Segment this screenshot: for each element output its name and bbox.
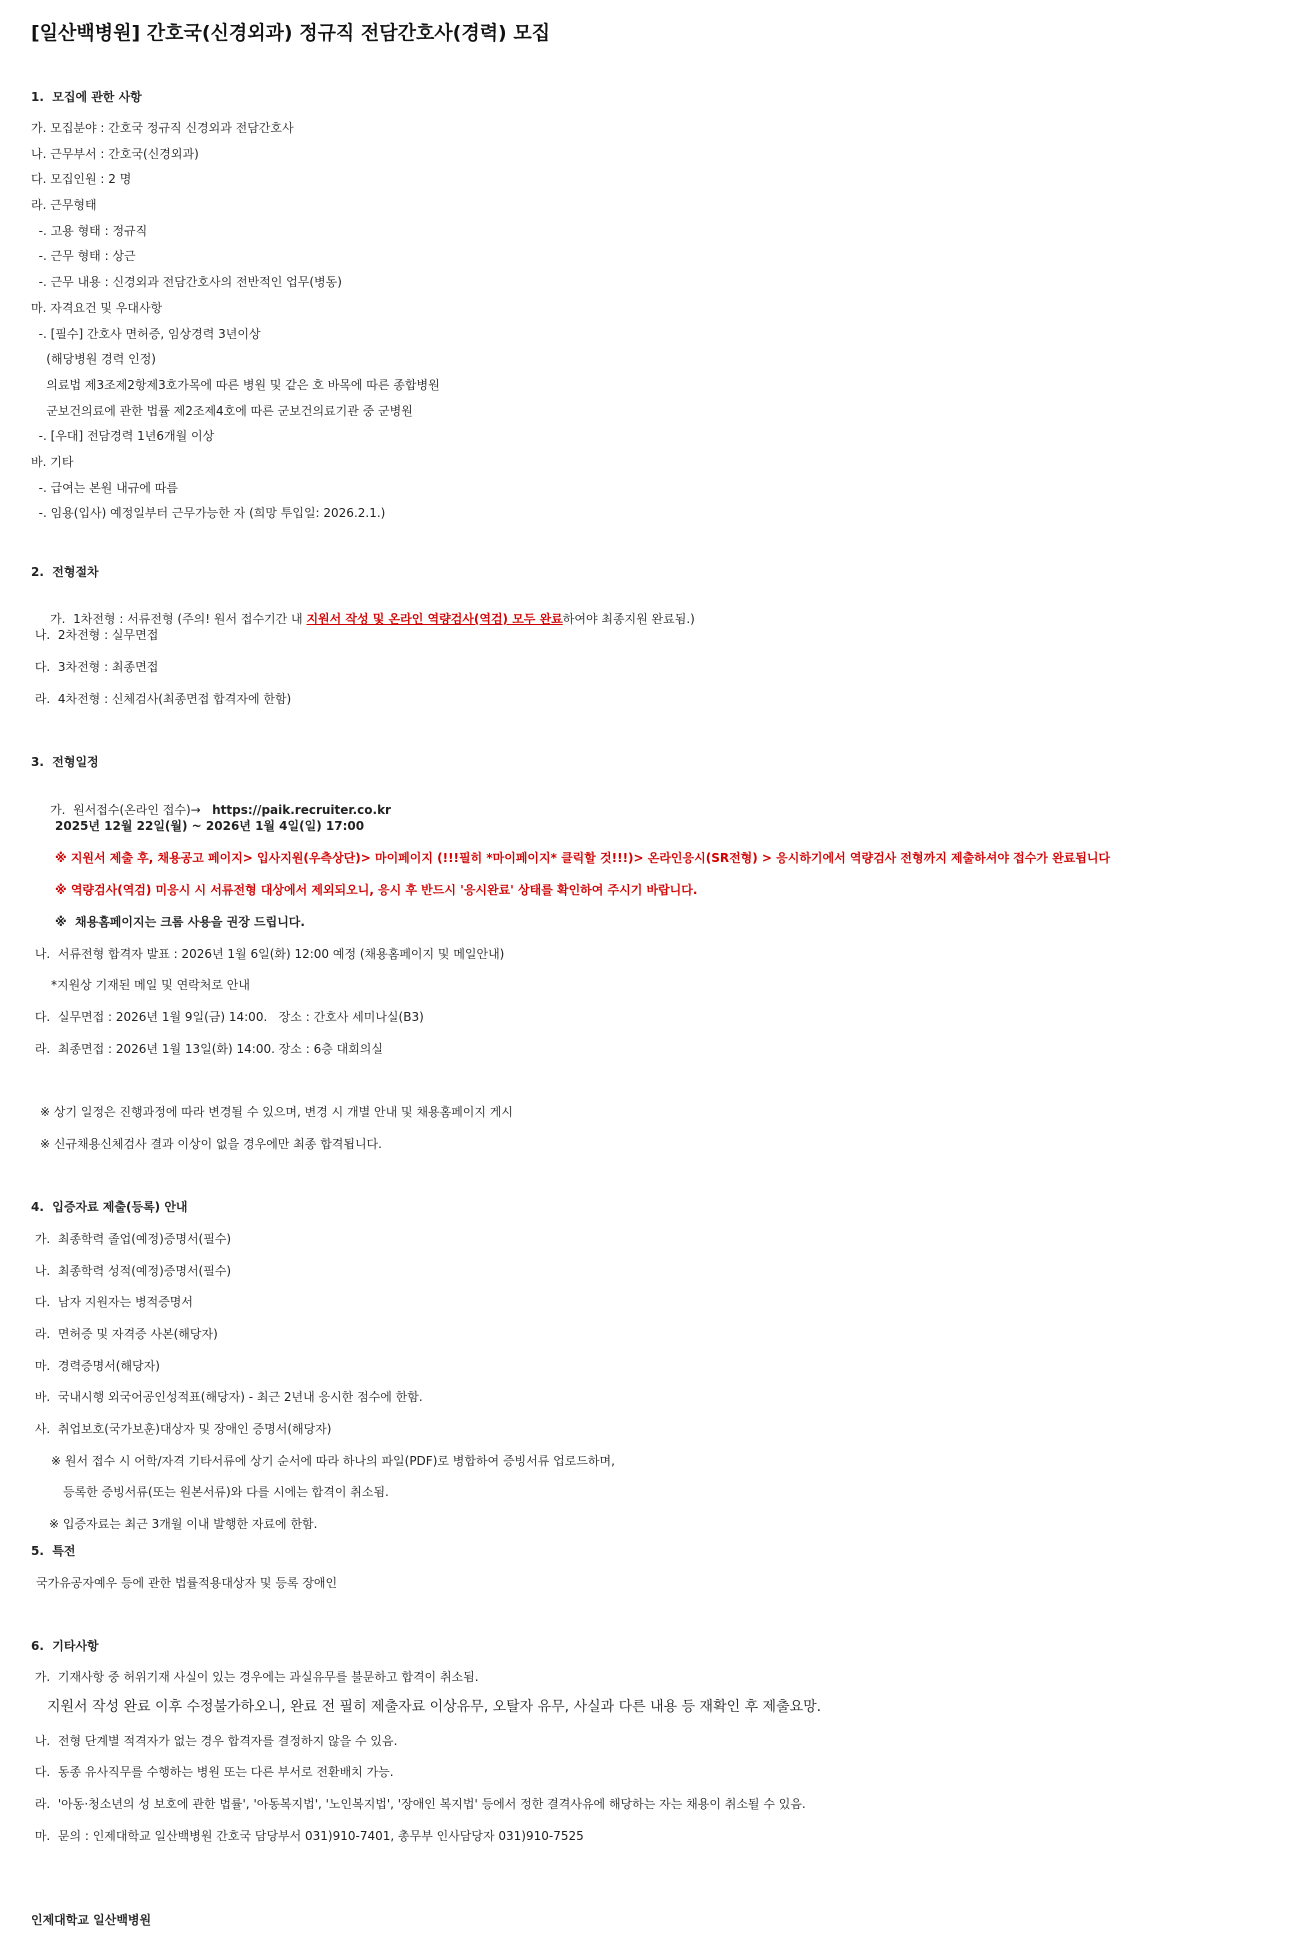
s1-item: 마. 자격요건 및 우대사항 — [31, 301, 163, 315]
s1-item: 군보건의료에 관한 법률 제2조제4호에 따른 군보건의료기관 중 군병원 — [31, 404, 413, 418]
application-period: 2025년 12월 22일(월) ~ 2026년 1월 4일(일) 17:00 — [55, 819, 365, 833]
s3-item-d: 라. 최종면접 : 2026년 1월 13일(화) 14:00. 장소 : 6층 대회의실 — [31, 1042, 383, 1056]
s3-item-c: 다. 실무면접 : 2026년 1월 9일(금) 14:00. 장소 : 간호사 세미나실(B3) — [31, 1010, 424, 1024]
s1-item: -. 임용(입사) 예정일부터 근무가능한 자 (희망 투입일: 2026.2.1.) — [31, 506, 386, 520]
s2-item-1-text-end: 하여야 최종지원 완료됨.) — [562, 612, 695, 626]
s4-item: 바. 국내시행 외국어공인성적표(해당자) - 최근 2년내 응시한 점수에 한함. — [31, 1390, 423, 1404]
s3-item-a-label: 가. 원서접수(온라인 접수)→ — [46, 803, 213, 817]
s1-item: -. [필수] 간호사 면허증, 임상경력 3년이상 — [31, 327, 261, 341]
s1-item: 라. 근무형태 — [31, 198, 97, 212]
s4-item: 나. 최종학력 성적(예정)증명서(필수) — [31, 1264, 232, 1278]
s4-note-1: ※ 원서 접수 시 어학/자격 기타서류에 상기 순서에 따라 하나의 파일(PDF)로 병합하여 증빙서류 업로드하며, — [51, 1454, 615, 1468]
s2-item-1-text: 가. 1차전형 : 서류전형 (주의! 원서 접수기간 내 — [46, 612, 307, 626]
s6-item-a: 가. 기재사항 중 허위기재 사실이 있는 경우에는 과실유무를 불문하고 합격이 취소됨. — [31, 1670, 479, 1684]
s1-item: 다. 모집인원 : 2 명 — [31, 172, 132, 186]
s3-item-b-note: *지원상 기재된 메일 및 연락처로 안내 — [51, 978, 250, 992]
s1-item: 나. 근무부서 : 간호국(신경외과) — [31, 147, 199, 161]
s4-item: 가. 최종학력 졸업(예정)증명서(필수) — [31, 1232, 232, 1246]
s4-note-2: ※ 입증자료는 최근 3개월 이내 발행한 자료에 한함. — [49, 1517, 318, 1531]
s1-item: -. [우대] 전담경력 1년6개월 이상 — [31, 429, 215, 443]
s3-note-2: ※ 신규채용신체검사 결과 이상이 없을 경우에만 최종 합격됩니다. — [40, 1137, 382, 1151]
s6-item-e: 마. 문의 : 인제대학교 일산백병원 간호국 담당부서 031)910-7401, 총무부 인사담당자 031)910-7525 — [31, 1829, 584, 1843]
s2-item-1-highlight: 지원서 작성 및 온라인 역량검사(역검) 모두 완료 — [306, 612, 563, 626]
s3-note-1: ※ 상기 일정은 진행과정에 따라 변경될 수 있으며, 변경 시 개별 안내 및 채용홈페이지 게시 — [40, 1105, 513, 1119]
s6-item-b: 나. 전형 단계별 적격자가 없는 경우 합격자를 결정하지 않을 수 있음. — [31, 1734, 398, 1748]
s1-item: 의료법 제3조제2항제3호가목에 따른 병원 및 같은 호 바목에 따른 종합병원 — [31, 378, 440, 392]
s1-item: -. 근무 내용 : 신경외과 전담간호사의 전반적인 업무(병동) — [31, 275, 342, 289]
s1-item: -. 근무 형태 : 상근 — [31, 249, 136, 263]
notice-chrome: ※ 채용홈페이지는 크롬 사용을 권장 드립니다. — [55, 915, 305, 929]
s1-item: -. 급여는 본원 내규에 따름 — [31, 481, 178, 495]
s1-item: 가. 모집분야 : 간호국 정규직 신경외과 전담간호사 — [31, 121, 294, 135]
s6-item-d: 라. '아동·청소년의 성 보호에 관한 법률', '아동복지법', '노인복지법', '장애인 복지법' 등에서 정한 결격사유에 해당하는 자는 채용이 취소될 수 있음. — [31, 1797, 806, 1811]
s1-item: -. 고용 형태 : 정규직 — [31, 224, 148, 238]
notice-mypage: ※ 지원서 제출 후, 채용공고 페이지> 입사지원(우측상단)> 마이페이지 (!!!필히 *마이페이지* 클릭할 것!!!)> 온라인응시(SR전형) > 응시하기에서 역량검사 전형까지 제출하셔야 접수가 완료됩니다 — [55, 851, 1111, 865]
section-6-heading: 6. 기타사항 — [31, 1639, 99, 1653]
s2-item-3: 다. 3차전형 : 최종면접 — [31, 660, 159, 674]
s3-item-b: 나. 서류전형 합격자 발표 : 2026년 1월 6일(화) 12:00 예정 (채용홈페이지 및 메일안내) — [31, 947, 505, 961]
footer-hospital-name: 인제대학교 일산백병원 — [31, 1913, 152, 1927]
s6-item-a-note: 지원서 작성 완료 이후 수정불가하오니, 완료 전 필히 제출자료 이상유무, 오탈자 유무, 사실과 다른 내용 등 재확인 후 제출요망. — [47, 1699, 822, 1715]
s2-item-2: 나. 2차전형 : 실무면접 — [31, 628, 159, 642]
recruit-site-link[interactable]: https://paik.recruiter.co.kr — [212, 803, 391, 817]
section-3-heading: 3. 전형일정 — [31, 755, 99, 769]
s4-item: 다. 남자 지원자는 병적증명서 — [31, 1295, 193, 1309]
notice-aptitude-test: ※ 역량검사(역검) 미응시 시 서류전형 대상에서 제외되오니, 응시 후 반드시 '응시완료' 상태를 확인하여 주시기 바랍니다. — [55, 883, 698, 897]
s6-item-c: 다. 동종 유사직무를 수행하는 병원 또는 다른 부서로 전환배치 가능. — [31, 1765, 394, 1779]
s1-item: 바. 기타 — [31, 455, 74, 469]
s5-item: 국가유공자예우 등에 관한 법률적용대상자 및 등록 장애인 — [36, 1576, 338, 1590]
section-4-heading: 4. 입증자료 제출(등록) 안내 — [31, 1200, 188, 1214]
s4-note-1b: 등록한 증빙서류(또는 원본서류)와 다를 시에는 합격이 취소됨. — [63, 1485, 389, 1499]
section-5-heading: 5. 특전 — [31, 1544, 76, 1558]
page-title: [일산백병원] 간호국(신경외과) 정규직 전담간호사(경력) 모집 — [31, 22, 551, 44]
s4-item: 라. 면허증 및 자격증 사본(해당자) — [31, 1327, 218, 1341]
s4-item: 사. 취업보호(국가보훈)대상자 및 장애인 증명서(해당자) — [31, 1422, 332, 1436]
section-2-heading: 2. 전형절차 — [31, 565, 99, 579]
s2-item-4: 라. 4차전형 : 신체검사(최종면접 합격자에 한함) — [31, 692, 292, 706]
s1-item: (해당병원 경력 인정) — [31, 352, 156, 366]
section-1-heading: 1. 모집에 관한 사항 — [31, 90, 142, 104]
s4-item: 마. 경력증명서(해당자) — [31, 1359, 160, 1373]
